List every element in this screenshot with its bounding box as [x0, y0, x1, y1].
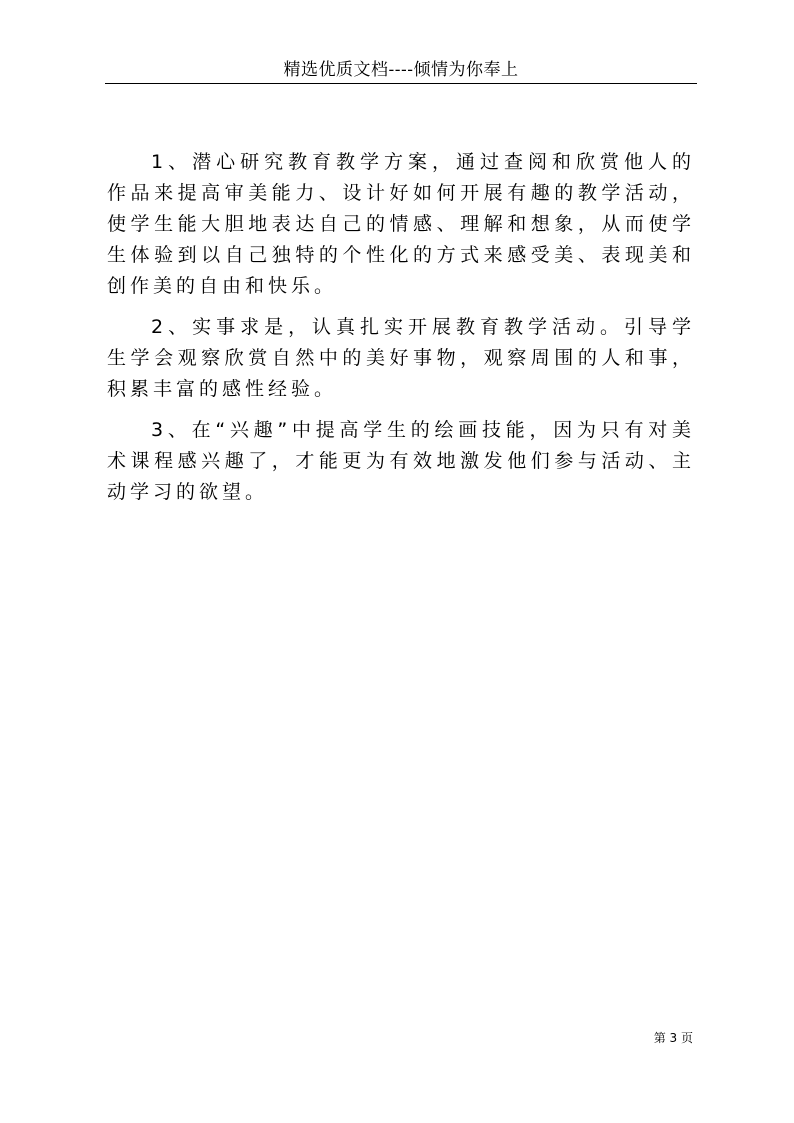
paragraph-2: 2、实事求是，认真扎实开展教育教学活动。引导学生学会观察欣赏自然中的美好事物，观察周围的人和事，积累丰富的感性经验。 — [107, 316, 695, 400]
paragraph-1: 1、潜心研究教育教学方案，通过查阅和欣赏他人的作品来提高审美能力、设计好如何开展有趣的教学活动，使学生能大胆地表达自己的情感、理解和想象，从而使学生体验到以自己独特的个性化的方式来感受美、表现美和创作美的自由和快乐。 — [107, 151, 695, 297]
page-number: 第 3 页 — [653, 1031, 693, 1045]
document-body — [107, 147, 695, 518]
paragraph-3: 3、在“兴趣”中提高学生的绘画技能，因为只有对美术课程感兴趣了，才能更为有效地激发他们参与活动、主动学习的欲望。 — [107, 419, 695, 503]
page-header-title: 精选优质文档----倾情为你奉上 — [283, 60, 519, 80]
header-divider — [105, 83, 697, 84]
